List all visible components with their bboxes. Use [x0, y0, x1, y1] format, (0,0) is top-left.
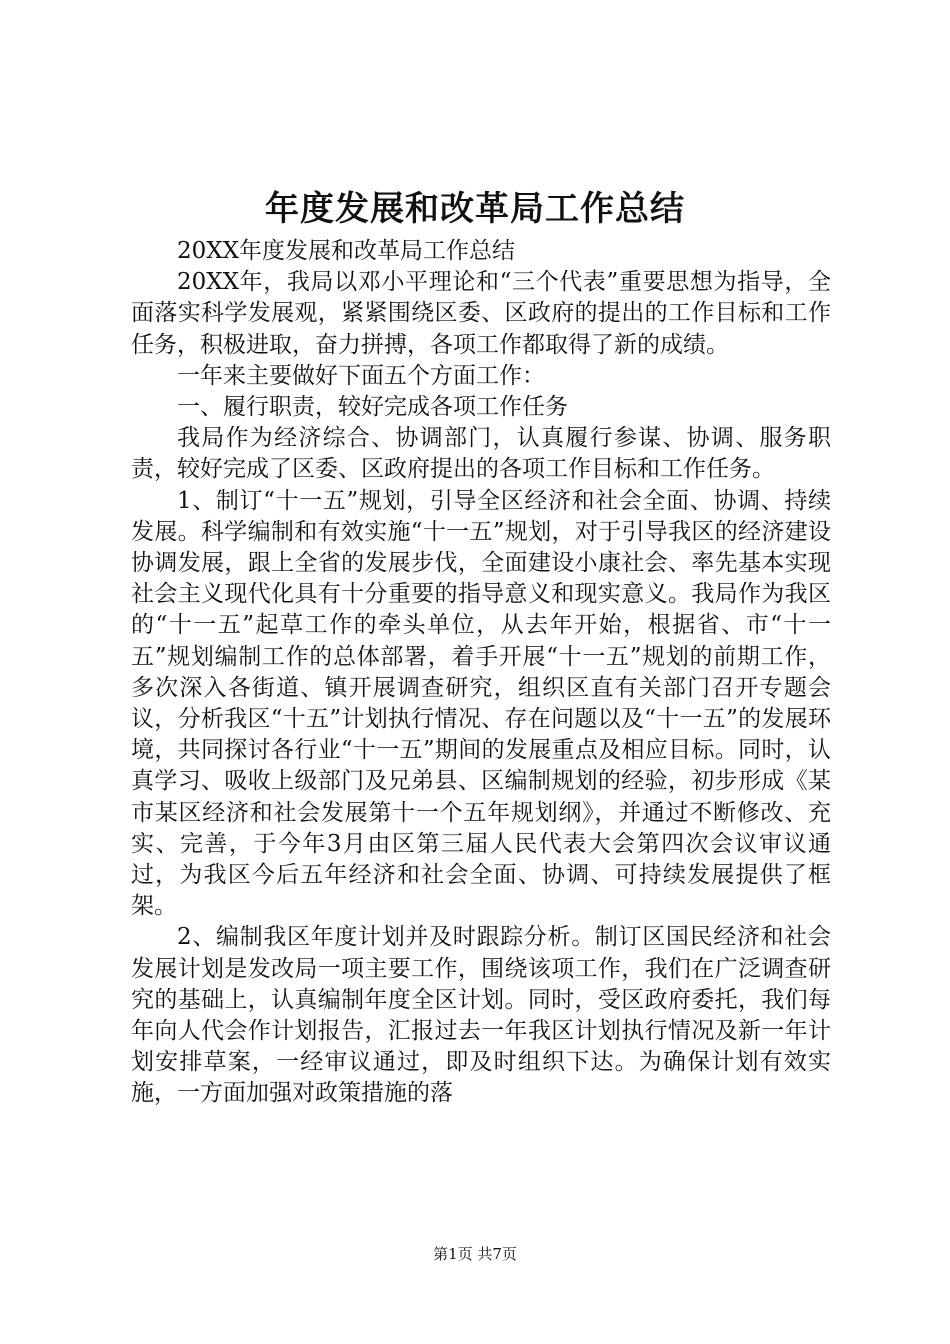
subtitle-paragraph: 20XX年度发展和改革局工作总结	[177, 238, 516, 264]
page-footer: 第1页 共7页	[433, 1245, 517, 1263]
item-paragraph-2: 2、编制我区年度计划并及时跟踪分析。制订区国民经济和社会发展计划是发改局一项主要工作，围绕该项工作，我们在广泛调查研究的基础上，认真编制年度全区计划。同时，受区政府委托，我们每年向人代会作计划报告，汇报过去一年我区计划执行情况及新一年计划安排草案，一经审议通过，即及时组织下达。为确保计划有效实施，一方面加强对政策措施的落	[131, 924, 831, 1107]
document-title: 年度发展和改革局工作总结	[265, 189, 685, 229]
intro-paragraph: 20XX年，我局以邓小平理论和“三个代表”重要思想为指导，全面落实科学发展观，紧紧围绕区委、区政府的提出的工作目标和工作任务，积极进取，奋力拼搏，各项工作都取得了新的成绩。	[131, 269, 831, 358]
document-body	[131, 236, 831, 1110]
item-paragraph-1: 1、制订“十一五”规划，引导全区经济和社会全面、协调、持续发展。科学编制和有效实施“十一五”规划，对于引导我区的经济建设协调发展，跟上全省的发展步伐，全面建设小康社会、率先基本实现社会主义现代化具有十分重要的指导意义和现实意义。我局作为我区的“十一五”起草工作的牵头单位，从去年开始，根据省、市“十一五”规划编制工作的总体部署，着手开展“十一五”规划的前期工作，多次深入各街道、镇开展调查研究，组织区直有关部门召开专题会议，分析我区“十五”计划执行情况、存在问题以及“十一五”的发展环境，共同探讨各行业“十一五”期间的发展重点及相应目标。同时，认真学习、吸收上级部门及兄弟县、区编制规划的经验，初步形成《某市某区经济和社会发展第十一个五年规划纲》，并通过不断修改、充实、完善，于今年3月由区第三届人民代表大会第四次会议审议通过，为我区今后五年经济和社会全面、协调、可持续发展提供了框架。	[131, 487, 831, 920]
body-paragraph: 我局作为经济综合、协调部门，认真履行参谋、协调、服务职责，较好完成了区委、区政府提出的各项工作目标和工作任务。	[131, 425, 831, 483]
section-heading: 一、履行职责，较好完成各项工作任务	[177, 394, 568, 421]
overview-paragraph: 一年来主要做好下面五个方面工作：	[177, 362, 545, 389]
